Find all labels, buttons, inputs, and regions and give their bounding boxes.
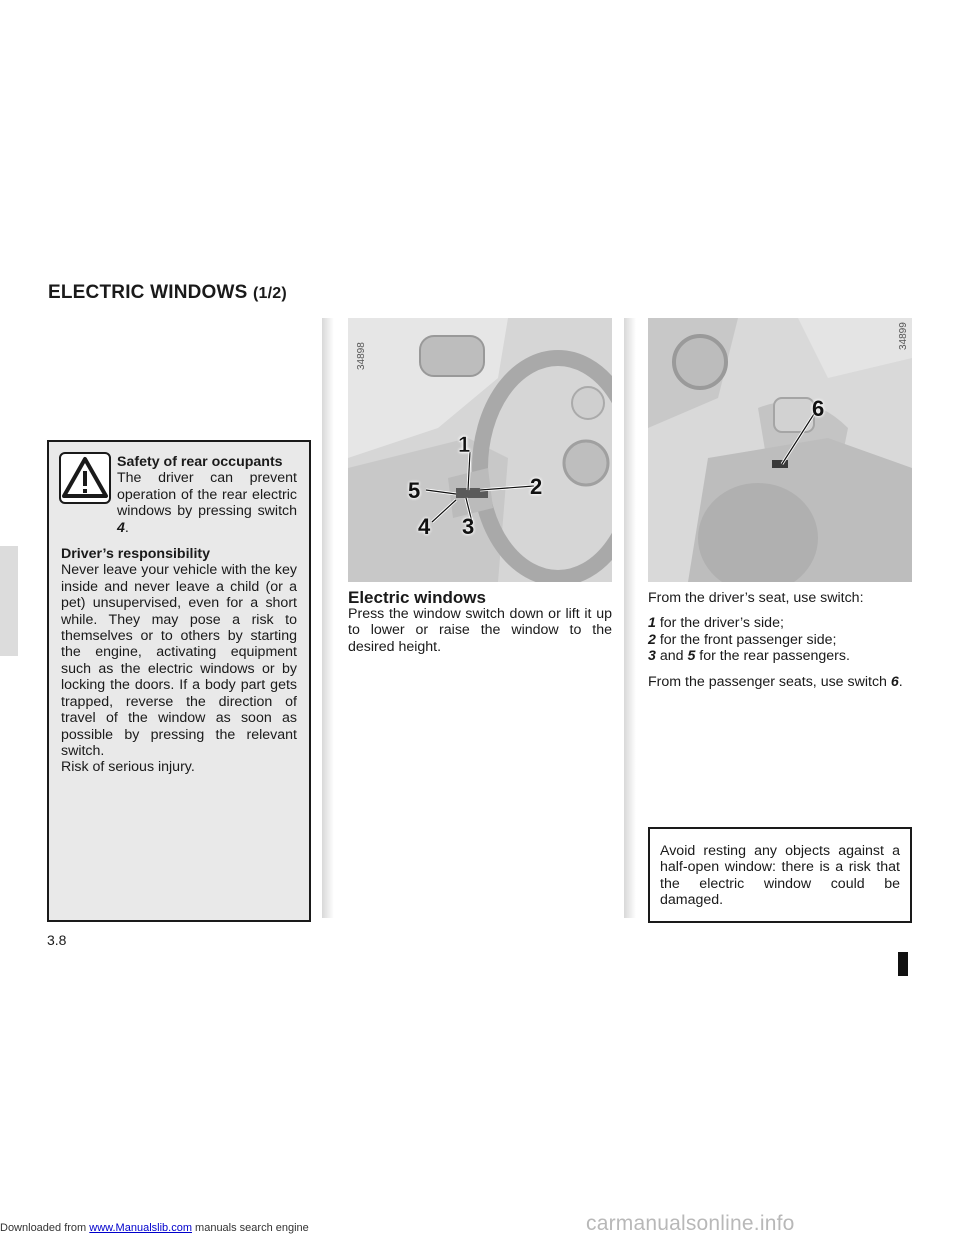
warning-box (47, 440, 311, 922)
warning-text-2: Never leave your vehicle with the key inside and never leave a child (or a pet) unsupervised, even for a short while. They may pose a risk to themselves or to others by starting the engine, activating equipment such as the electric windows or by locking the doors. If a body part gets trapped, reverse the direction of travel of the window as soon as possible by pressing the relevant switch. (61, 562, 297, 759)
column-divider (322, 318, 334, 918)
warning-heading-2: Driver’s responsibility (61, 546, 211, 563)
driver-door-photo (348, 318, 612, 582)
note-box (648, 827, 912, 923)
switch-item-3: 3 and 5 for the rear passengers. (648, 648, 850, 665)
figure-ref-number: 34899 (898, 322, 909, 350)
page-number: 3.8 (47, 932, 67, 948)
callout-3: 3 (462, 514, 475, 539)
switch-item-1: 1 for the driver’s side; (648, 615, 784, 632)
passenger-door-photo (648, 318, 912, 582)
callout-5: 5 (408, 478, 421, 503)
chapter-tab (0, 546, 18, 656)
figure-ref-number: 34898 (356, 342, 367, 370)
callout-layer (648, 318, 912, 582)
callout-1: 1 (458, 432, 471, 457)
switch-intro: From the driver’s seat, use switch: (648, 590, 864, 606)
warning-heading: Safety of rear occupants (117, 454, 283, 470)
page-title: ELECTRIC WINDOWS (1/2) (48, 282, 287, 303)
note-text: Avoid resting any objects against a half-open window: there is a risk that the electric window could be damaged. (660, 843, 900, 909)
switch-item-2: 2 for the front passenger side; (648, 631, 837, 648)
callout-4: 4 (418, 514, 431, 539)
section-body: Press the window switch down or lift it up to lower or raise the window to the desired height. (348, 606, 612, 655)
callout-6: 6 (812, 396, 825, 421)
download-footer: Downloaded from www.Manualslib.com manuals search engine (0, 1222, 309, 1234)
column-divider (624, 318, 636, 918)
warning-triangle-icon (59, 452, 111, 504)
section-title: Electric windows (348, 588, 486, 607)
warning-text-3: Risk of serious injury. (61, 759, 195, 776)
watermark: carmanualsonline.info (586, 1212, 795, 1235)
callout-2: 2 (530, 474, 543, 499)
passenger-switch-text: From the passenger seats, use switch 6. (648, 673, 903, 690)
end-marker (898, 952, 908, 976)
callout-layer (348, 318, 612, 582)
warning-text: The driver can prevent operation of the rear electric windows by pressing switch 4. (117, 470, 297, 536)
switch-instructions (648, 590, 912, 690)
manualslib-link[interactable]: www.Manualslib.com (89, 1222, 192, 1234)
